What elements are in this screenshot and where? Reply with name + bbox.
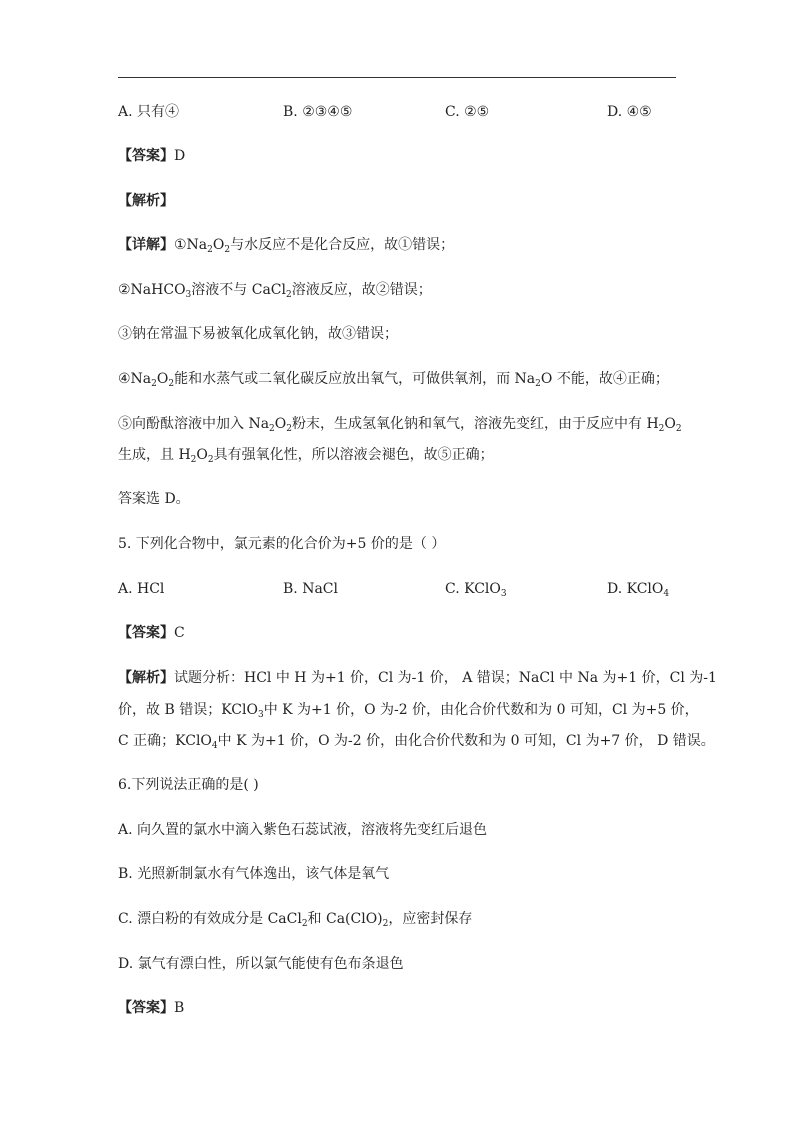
q6-option-a: A. 向久置的氯水中滴入紫色石蕊试液，溶液将先变红后退色	[118, 822, 488, 838]
answer-value: C	[174, 625, 185, 641]
q5-stem: 5. 下列化合物中，氯元素的化合价为+5 价的是（ ）	[118, 536, 446, 552]
q4-option-b: B. ②③④⑤	[283, 104, 353, 120]
q4-detail-line-5b: 生成，且 $H_2O_2$具有强氧化性，所以溶液会褪色，故⑤正确；	[118, 447, 494, 465]
analysis-label: 【解析】	[118, 670, 174, 686]
q4-detail-line-1: 【详解】$①Na_2O_2$与水反应不是化合反应，故①错误；	[118, 237, 455, 255]
q4-detail-line-5a: ⑤向酚酞溶液中加入 $Na_2O_2$粉末，生成氢氧化钠和氧气，溶液先变红，由于反应中有 $H_2O_2$	[118, 416, 682, 434]
q5-option-a: A. HCl	[118, 581, 165, 597]
q4-option-d: D. ④⑤	[607, 104, 652, 120]
q4-detail-line-4: $④Na_2O_2$能和水蒸气或二氧化碳反应放出氧气，可做供氧剂，而 $Na_2O$ 不能，故④正确；	[118, 371, 669, 389]
answer-label: 【答案】	[118, 1000, 174, 1016]
q4-answer	[118, 147, 185, 165]
answer-label: 【答案】	[118, 148, 174, 164]
answer-value: B	[174, 1000, 185, 1016]
header-rule	[118, 77, 676, 78]
q5-answer	[118, 624, 185, 642]
q4-analysis-label: 【解析】	[118, 193, 174, 209]
q4-option-a: A. 只有④	[118, 104, 180, 120]
q5-analysis-line-1: 【解析】试题分析：HCl 中 H 为+1 价，Cl 为-1 价， A 错误；NaCl 中 Na 为+1 价，Cl 为-1	[118, 670, 717, 686]
q5-analysis-line-2: 价，故 B 错误；KClO$_3$中 K 为+1 价，O 为-2 价，由化合价代数和为 0 可知，Cl 为+5 价，	[118, 702, 699, 720]
q5-option-c: C. KClO$_3$	[445, 581, 507, 599]
detail-label: 【详解】	[118, 237, 174, 253]
q5-analysis-line-3: C 正确；KClO$_4$中 K 为+1 价，O 为-2 价，由化合价代数和为 0 可知，Cl 为+7 价， D 错误。	[118, 733, 715, 751]
q6-stem: 6.下列说法正确的是( )	[118, 777, 259, 793]
q5-option-b: B. NaCl	[283, 581, 338, 597]
q6-option-c: C. 漂白粉的有效成分是 CaCl$_2$和 $Ca(ClO)_2$，应密封保存	[118, 911, 473, 929]
q4-detail-line-2: ②NaHCO$_3$溶液不与 CaCl$_2$溶液反应，故②错误；	[118, 282, 432, 300]
answer-value: D	[174, 148, 186, 164]
q6-option-d: D. 氯气有漂白性，所以氯气能使有色布条退色	[118, 956, 404, 972]
q6-option-b: B. 光照新制氯水有气体逸出，该气体是氧气	[118, 866, 390, 882]
answer-label: 【答案】	[118, 625, 174, 641]
q6-answer	[118, 999, 184, 1017]
q4-detail-line-3: ③钠在常温下易被氧化成氧化钠，故③错误；	[118, 326, 398, 342]
q4-conclusion: 答案选 D。	[118, 491, 190, 507]
q5-option-d: D. KClO$_4$	[607, 581, 670, 599]
q4-option-c: C. ②⑤	[445, 104, 490, 120]
